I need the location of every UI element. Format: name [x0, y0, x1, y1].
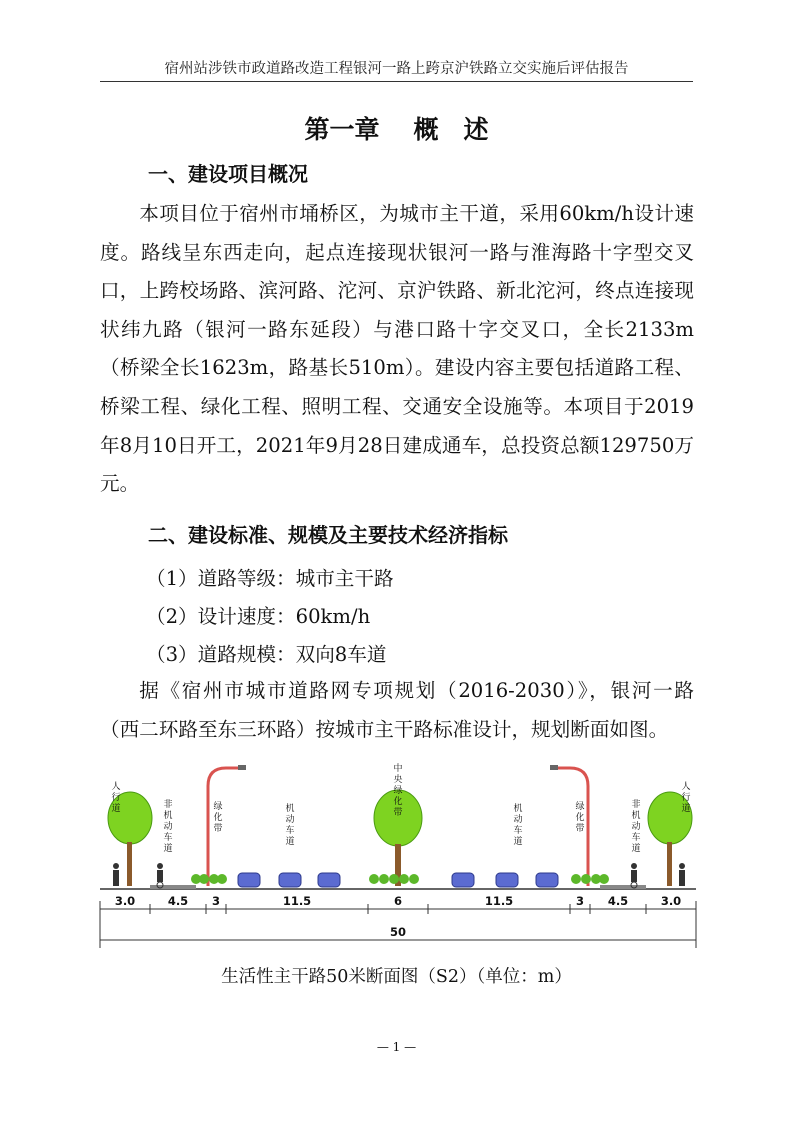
zone-label-4: 中央绿化带 — [393, 764, 403, 818]
zone-label-2: 绿化带 — [213, 802, 223, 834]
page-header: 宿州站涉铁市政道路改造工程银河一路上跨京沪铁路立交实施后评估报告 — [164, 61, 629, 77]
segment-width-8: 3.0 — [660, 894, 682, 908]
segment-width-0: 3.0 — [114, 894, 136, 908]
chapter-number: 第一章 — [304, 115, 380, 144]
segment-width-1: 4.5 — [167, 894, 189, 908]
zone-label-7: 非机动车道 — [631, 800, 641, 854]
segment-width-6: 3 — [575, 894, 585, 908]
segment-width-labels — [115, 894, 681, 914]
zone-label-6: 绿化带 — [575, 802, 585, 834]
segment-width-3: 11.5 — [282, 894, 312, 908]
zone-label-0: 人行道 — [111, 782, 121, 814]
segment-width-7: 4.5 — [607, 894, 629, 908]
header-rule — [100, 81, 693, 82]
spec-item-road-grade: （1）道路等级：城市主干路 — [146, 567, 394, 590]
total-width-label: 50 — [389, 925, 407, 939]
spec-item-road-scale: （3）道路规模：双向8车道 — [146, 643, 387, 666]
zone-label-5: 机动车道 — [513, 804, 523, 847]
segment-width-5: 11.5 — [484, 894, 514, 908]
zone-label-8: 人行道 — [681, 782, 691, 814]
chapter-name: 概 述 — [413, 115, 489, 144]
section-1-paragraph: 本项目位于宿州市埇桥区，为城市主干道，采用60km/h设计速度。路线呈东西走向，起点连接现状银河一路与淮海路十字型交叉口，上跨校场路、滨河路、沱河、京沪铁路、新北沱河，终点连接现状纬九路（银河一路东延段）与港口路十字交叉口，全长2133m（桥梁全长1623m，路基长510m）。建设内容主要包括道路工程、桥梁工程、绿化工程、照明工程、交通安全设施等。本项目于2019年8月10日开工，2021年9月28日建成通车，总投资总额129750万元。 — [100, 202, 694, 496]
section-1-heading: 一、建设项目概况 — [148, 162, 308, 186]
page-number: — 1 — — [376, 1040, 417, 1054]
spec-item-design-speed: （2）设计速度：60km/h — [146, 605, 371, 628]
figure-caption: 生活性主干路50米断面图（S2）（单位：m） — [221, 967, 572, 987]
section-2-heading: 二、建设标准、规模及主要技术经济指标 — [148, 523, 508, 547]
section-2-paragraph: 据《宿州市城市道路网专项规划（2016-2030）》，银河一路（西二环路至东三环路）按城市主干路标准设计，规划断面如图。 — [100, 679, 694, 741]
chapter-title — [0, 110, 793, 146]
segment-width-2: 3 — [211, 894, 221, 908]
zone-label-3: 机动车道 — [285, 804, 295, 847]
road-cross-section-figure — [98, 758, 700, 958]
non-motor-lane-surface-right — [600, 885, 646, 889]
segment-width-4: 6 — [393, 894, 403, 908]
zone-label-1: 非机动车道 — [163, 800, 173, 854]
